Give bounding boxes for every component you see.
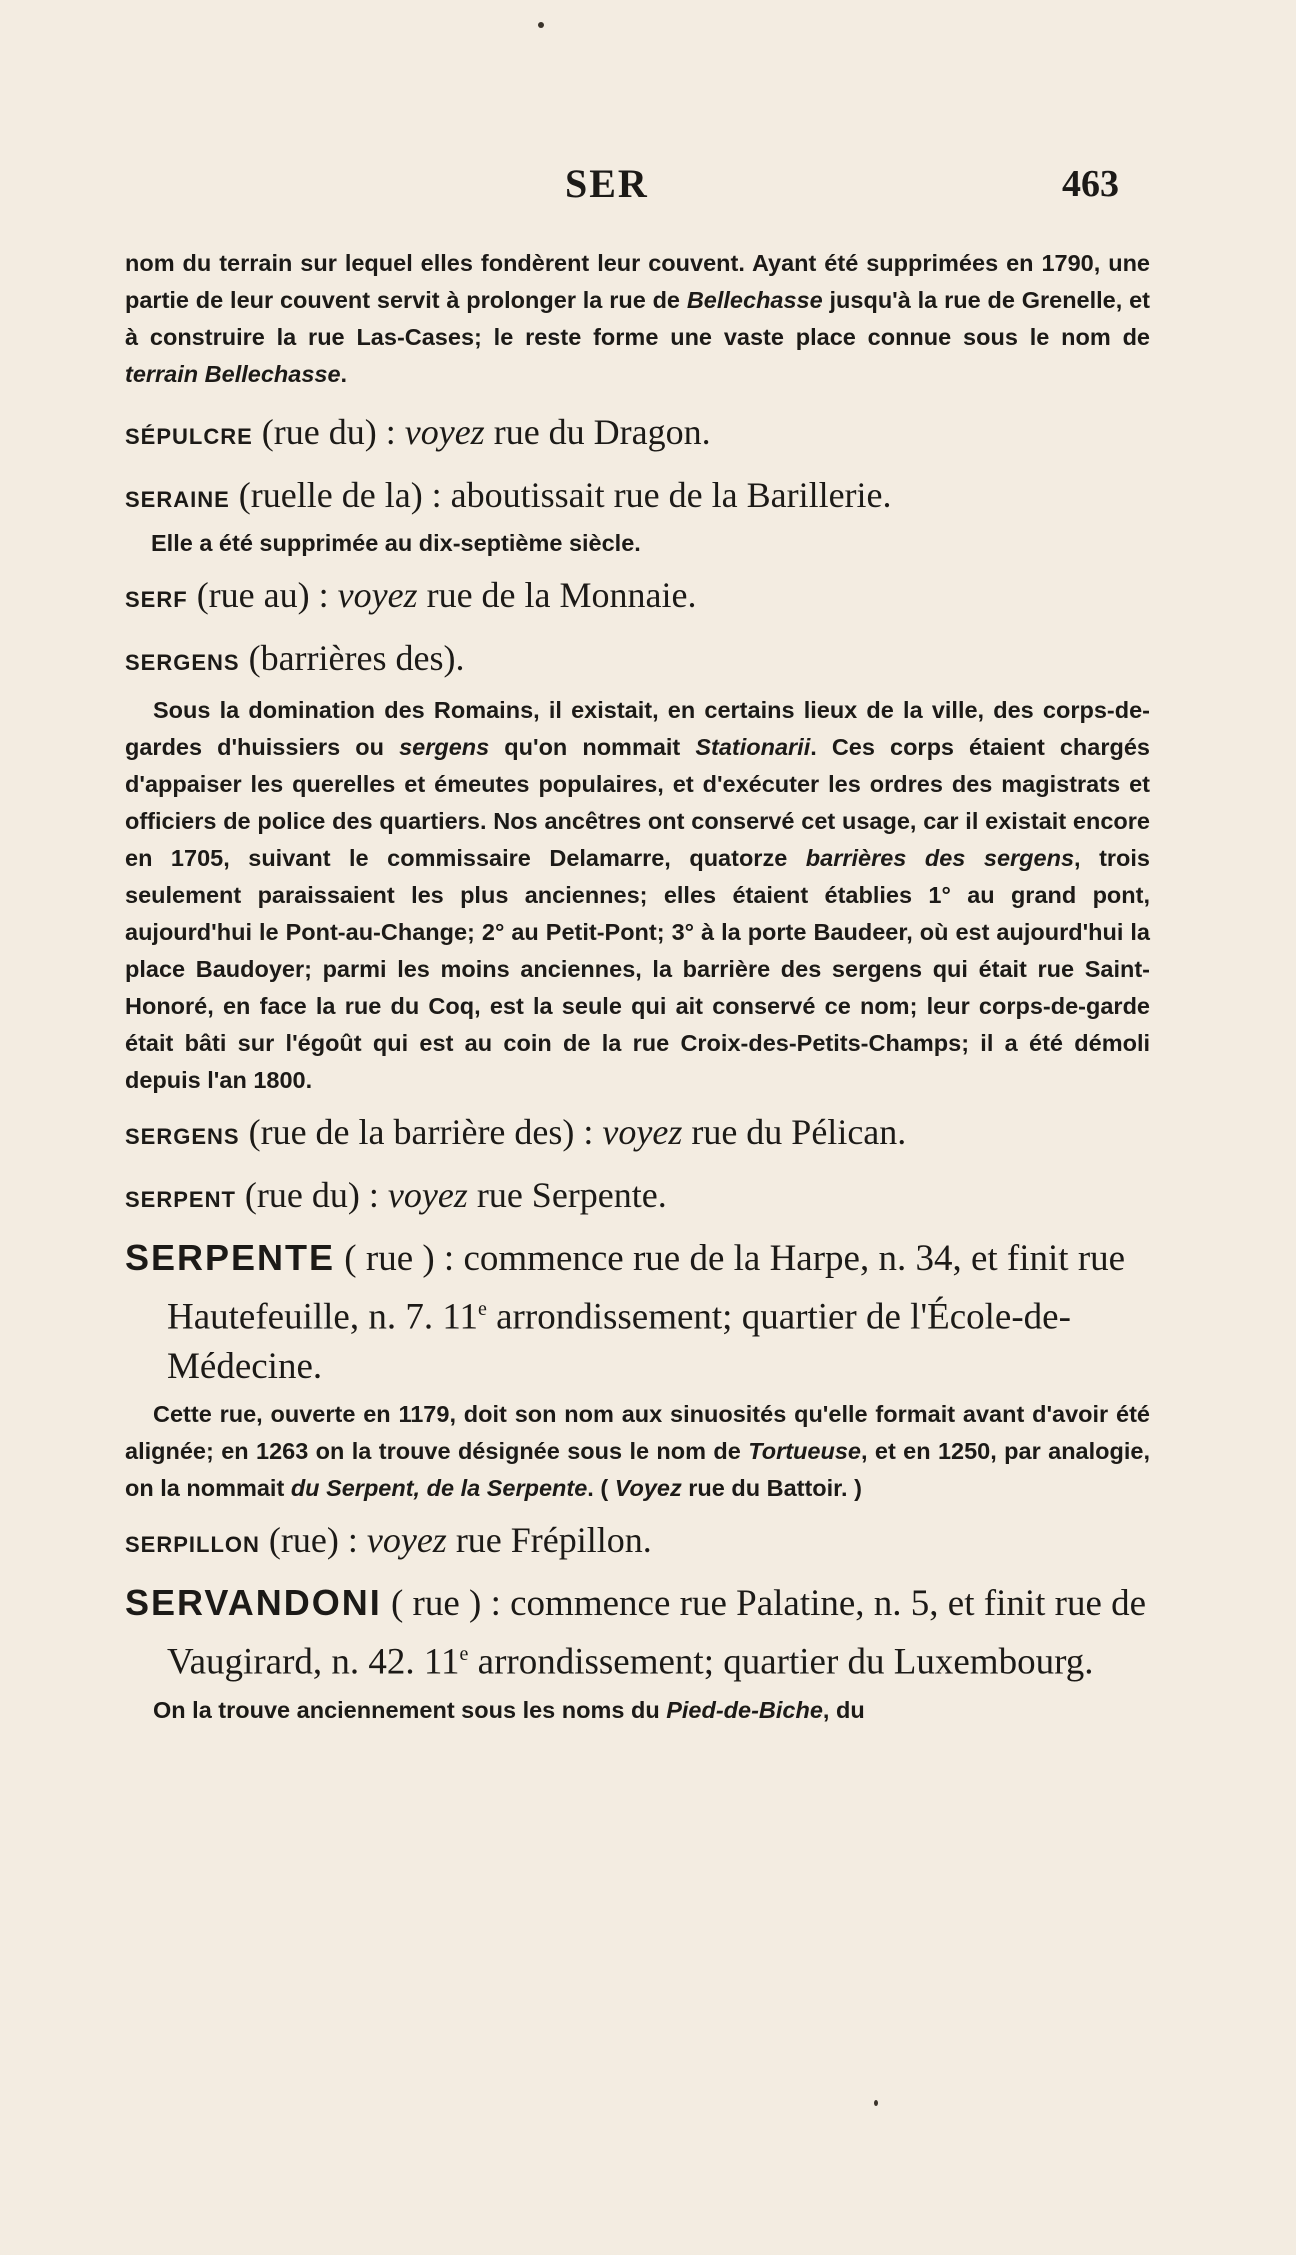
- entry-text: ( rue ) : commence rue Palatine, n. 5, et finit rue de Vaugirard, n. 42. 11: [167, 1583, 1147, 1683]
- italic-run: sergens: [399, 734, 490, 760]
- entry-text: (rue) :: [259, 1520, 367, 1561]
- voyez-label: voyez: [366, 1520, 447, 1561]
- voyez-label: voyez: [602, 1112, 683, 1152]
- entry-seraine: [125, 470, 1150, 525]
- text-run: . Ces corps étaient chargés d'appaiser les querelles et émeutes populaires, et d'exécuter les ordres des magistrats et officiers de police des quartiers. Nos ancêtres ont conservé cet usage, car il existait encore en 1705, suivant le commissaire Delamarre, quatorze: [125, 734, 1150, 871]
- text-run: On la trouve anciennement sous les noms du: [153, 1696, 667, 1723]
- entry-text: (rue du) :: [235, 1175, 388, 1215]
- paragraph-servandoni: [125, 1692, 1150, 1729]
- text-run: , et en 1250, par analogie, on la nommait: [125, 1438, 1150, 1502]
- entry-serpent: [125, 1170, 1150, 1225]
- superscript: e: [477, 1298, 487, 1320]
- running-head-word: SER: [565, 161, 649, 206]
- entry-headword: SERVANDONI: [125, 1582, 382, 1624]
- entry-text: (ruelle de la) : aboutissait rue de la Barillerie.: [229, 475, 892, 515]
- entry-headword: SERGENS: [125, 650, 240, 675]
- voyez-label: voyez: [404, 412, 485, 452]
- voyez-label: voyez: [337, 575, 418, 615]
- entry-text: rue du Pélican.: [682, 1112, 907, 1152]
- voyez-label: voyez: [387, 1175, 468, 1215]
- entry-text: rue Frépillon.: [446, 1520, 652, 1561]
- text-run: nom du terrain sur lequel elles fondèrent leur couvent. Ayant été supprimées en 1790, une partie de leur couvent servit à prolonger la rue de: [125, 250, 1150, 313]
- text-run: rue du Battoir. ): [681, 1475, 862, 1502]
- italic-run: Voyez: [614, 1475, 682, 1502]
- note-seraine: Elle a été supprimée au dix-septième siècle.: [151, 530, 641, 556]
- italic-run: du Serpent, de la Serpente: [290, 1475, 588, 1502]
- paragraph-serpente: [125, 1396, 1150, 1507]
- entry-text: (barrières des).: [239, 638, 465, 678]
- entry-text: rue Serpente.: [467, 1175, 667, 1215]
- entry-headword: SERAINE: [125, 487, 230, 512]
- entry-headword: SERF: [125, 587, 188, 612]
- entry-headword: SERPILLON: [125, 1532, 260, 1558]
- entry-sergens: [125, 633, 1150, 688]
- entry-text: ( rue ) : commence rue de la Harpe, n. 34, et finit rue Hautefeuille, n. 7. 11: [167, 1238, 1126, 1338]
- entry-serpillon: [125, 1515, 1150, 1570]
- paragraph-terrain-bellechasse: [125, 245, 1150, 393]
- text-run: , du: [822, 1696, 865, 1723]
- superscript: e: [459, 1643, 469, 1666]
- entry-text: (rue du) :: [252, 412, 405, 452]
- entry-text: rue du Dragon.: [484, 412, 711, 452]
- entry-headword: SERPENTE: [125, 1237, 336, 1278]
- text-run: .: [340, 361, 348, 387]
- entry-sepulcre: [125, 407, 1150, 462]
- italic-run: Stationarii: [695, 734, 811, 760]
- ink-speck: [538, 22, 544, 28]
- entry-serf: [125, 570, 1150, 625]
- entry-sergens-barriere: [125, 1107, 1150, 1162]
- italic-run: Pied-de-Biche: [666, 1696, 823, 1723]
- entry-text: arrondissement; quartier de l'École-de-Médecine.: [167, 1296, 1071, 1388]
- text-run: jusqu'à la rue de Grenelle, et à construire la rue Las-Cases; le reste forme une vaste place connue sous le nom de: [125, 287, 1150, 350]
- entry-headword: SERGENS: [125, 1124, 240, 1149]
- text-run: Cette rue, ouverte en 1179, doit son nom aux sinuosités qu'elle formait avant d'avoir été alignée; en 1263 on la trouve désignée sous le nom de: [125, 1401, 1150, 1465]
- text-run: Sous la domination des Romains, il existait, en certains lieux de la ville, des corps-de-gardes d'huissiers ou: [125, 697, 1150, 760]
- text-run: qu'on nommait: [489, 734, 696, 760]
- entry-text: (rue de la barrière des) :: [239, 1112, 603, 1152]
- entry-text: rue de la Monnaie.: [417, 575, 697, 615]
- paragraph-sergens: [125, 692, 1150, 1099]
- entry-text: (rue au) :: [187, 575, 338, 615]
- text-run: , trois seulement paraissaient les plus anciennes; elles étaient établies 1° au grand pont, aujourd'hui le Pont-au-Change; 2° au Petit-Pont; 3° à la porte Baudeer, où est aujourd'hui la place Baudoyer; parmi les moins anciennes, la barrière des sergens qui était rue Saint-Honoré, en face la rue du Coq, est la seule qui ait conservé ce nom; leur corps-de-garde était bâti sur l'égoût qui est au coin de la rue Croix-des-Petits-Champs; il a été démoli depuis l'an 1800.: [125, 845, 1150, 1093]
- entry-serpente: [125, 1233, 1150, 1392]
- entry-headword: SÉPULCRE: [125, 424, 253, 449]
- entry-servandoni: [125, 1578, 1150, 1687]
- italic-run: barrières des sergens: [805, 845, 1075, 871]
- text-run: . (: [587, 1475, 615, 1502]
- italic-run: Bellechasse: [686, 287, 823, 313]
- body-text: [125, 245, 1150, 1729]
- ink-speck: [874, 2100, 878, 2106]
- italic-run: Tortueuse: [748, 1438, 861, 1465]
- page-number: 463: [1062, 163, 1119, 205]
- running-head: [0, 160, 1296, 210]
- italic-run: terrain Bellechasse: [125, 361, 341, 387]
- entry-headword: SERPENT: [125, 1187, 236, 1212]
- entry-text: arrondissement; quartier du Luxembourg.: [468, 1641, 1094, 1683]
